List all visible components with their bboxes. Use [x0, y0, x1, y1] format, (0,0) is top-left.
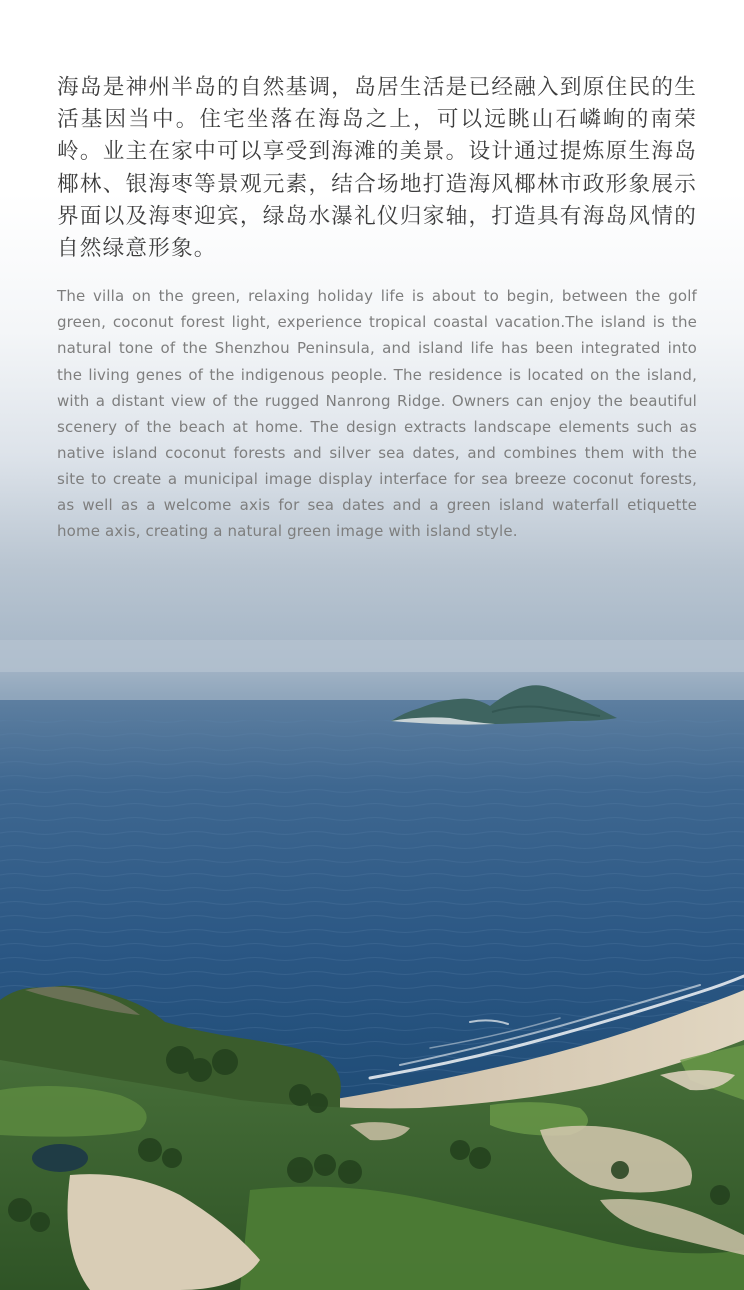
intro-text-block [57, 72, 697, 544]
english-description: The villa on the green, relaxing holiday life is about to begin, between the golf green, coconut forest light, experience tropical coastal vacation.The island is the natural tone of the Shenzhou Peninsula, and island life has been integrated into the living genes of the indigenous people. The residence is located on the island, with a distant view of the rugged Nanrong Ridge. Owners can enjoy the beautiful scenery of the beach at home. The design extracts landscape elements such as native island coconut forests and silver sea dates, and combines them with the site to create a municipal image display interface for sea breeze coconut forests, as well as a welcome axis for sea dates and a green island waterfall etiquette home axis, creating a natural green image with island style. [57, 287, 697, 541]
chinese-description: 海岛是神州半岛的自然基调，岛居生活是已经融入到原住民的生活基因当中。住宅坐落在海岛之上，可以远眺山石嶙峋的南荣岭。业主在家中可以享受到海滩的美景。设计通过提炼原生海岛椰林、银海枣等景观元素，结合场地打造海风椰林市政形象展示界面以及海枣迎宾，绿岛水瀑礼仪归家轴，打造具有海岛风情的自然绿意形象。 [57, 75, 697, 262]
